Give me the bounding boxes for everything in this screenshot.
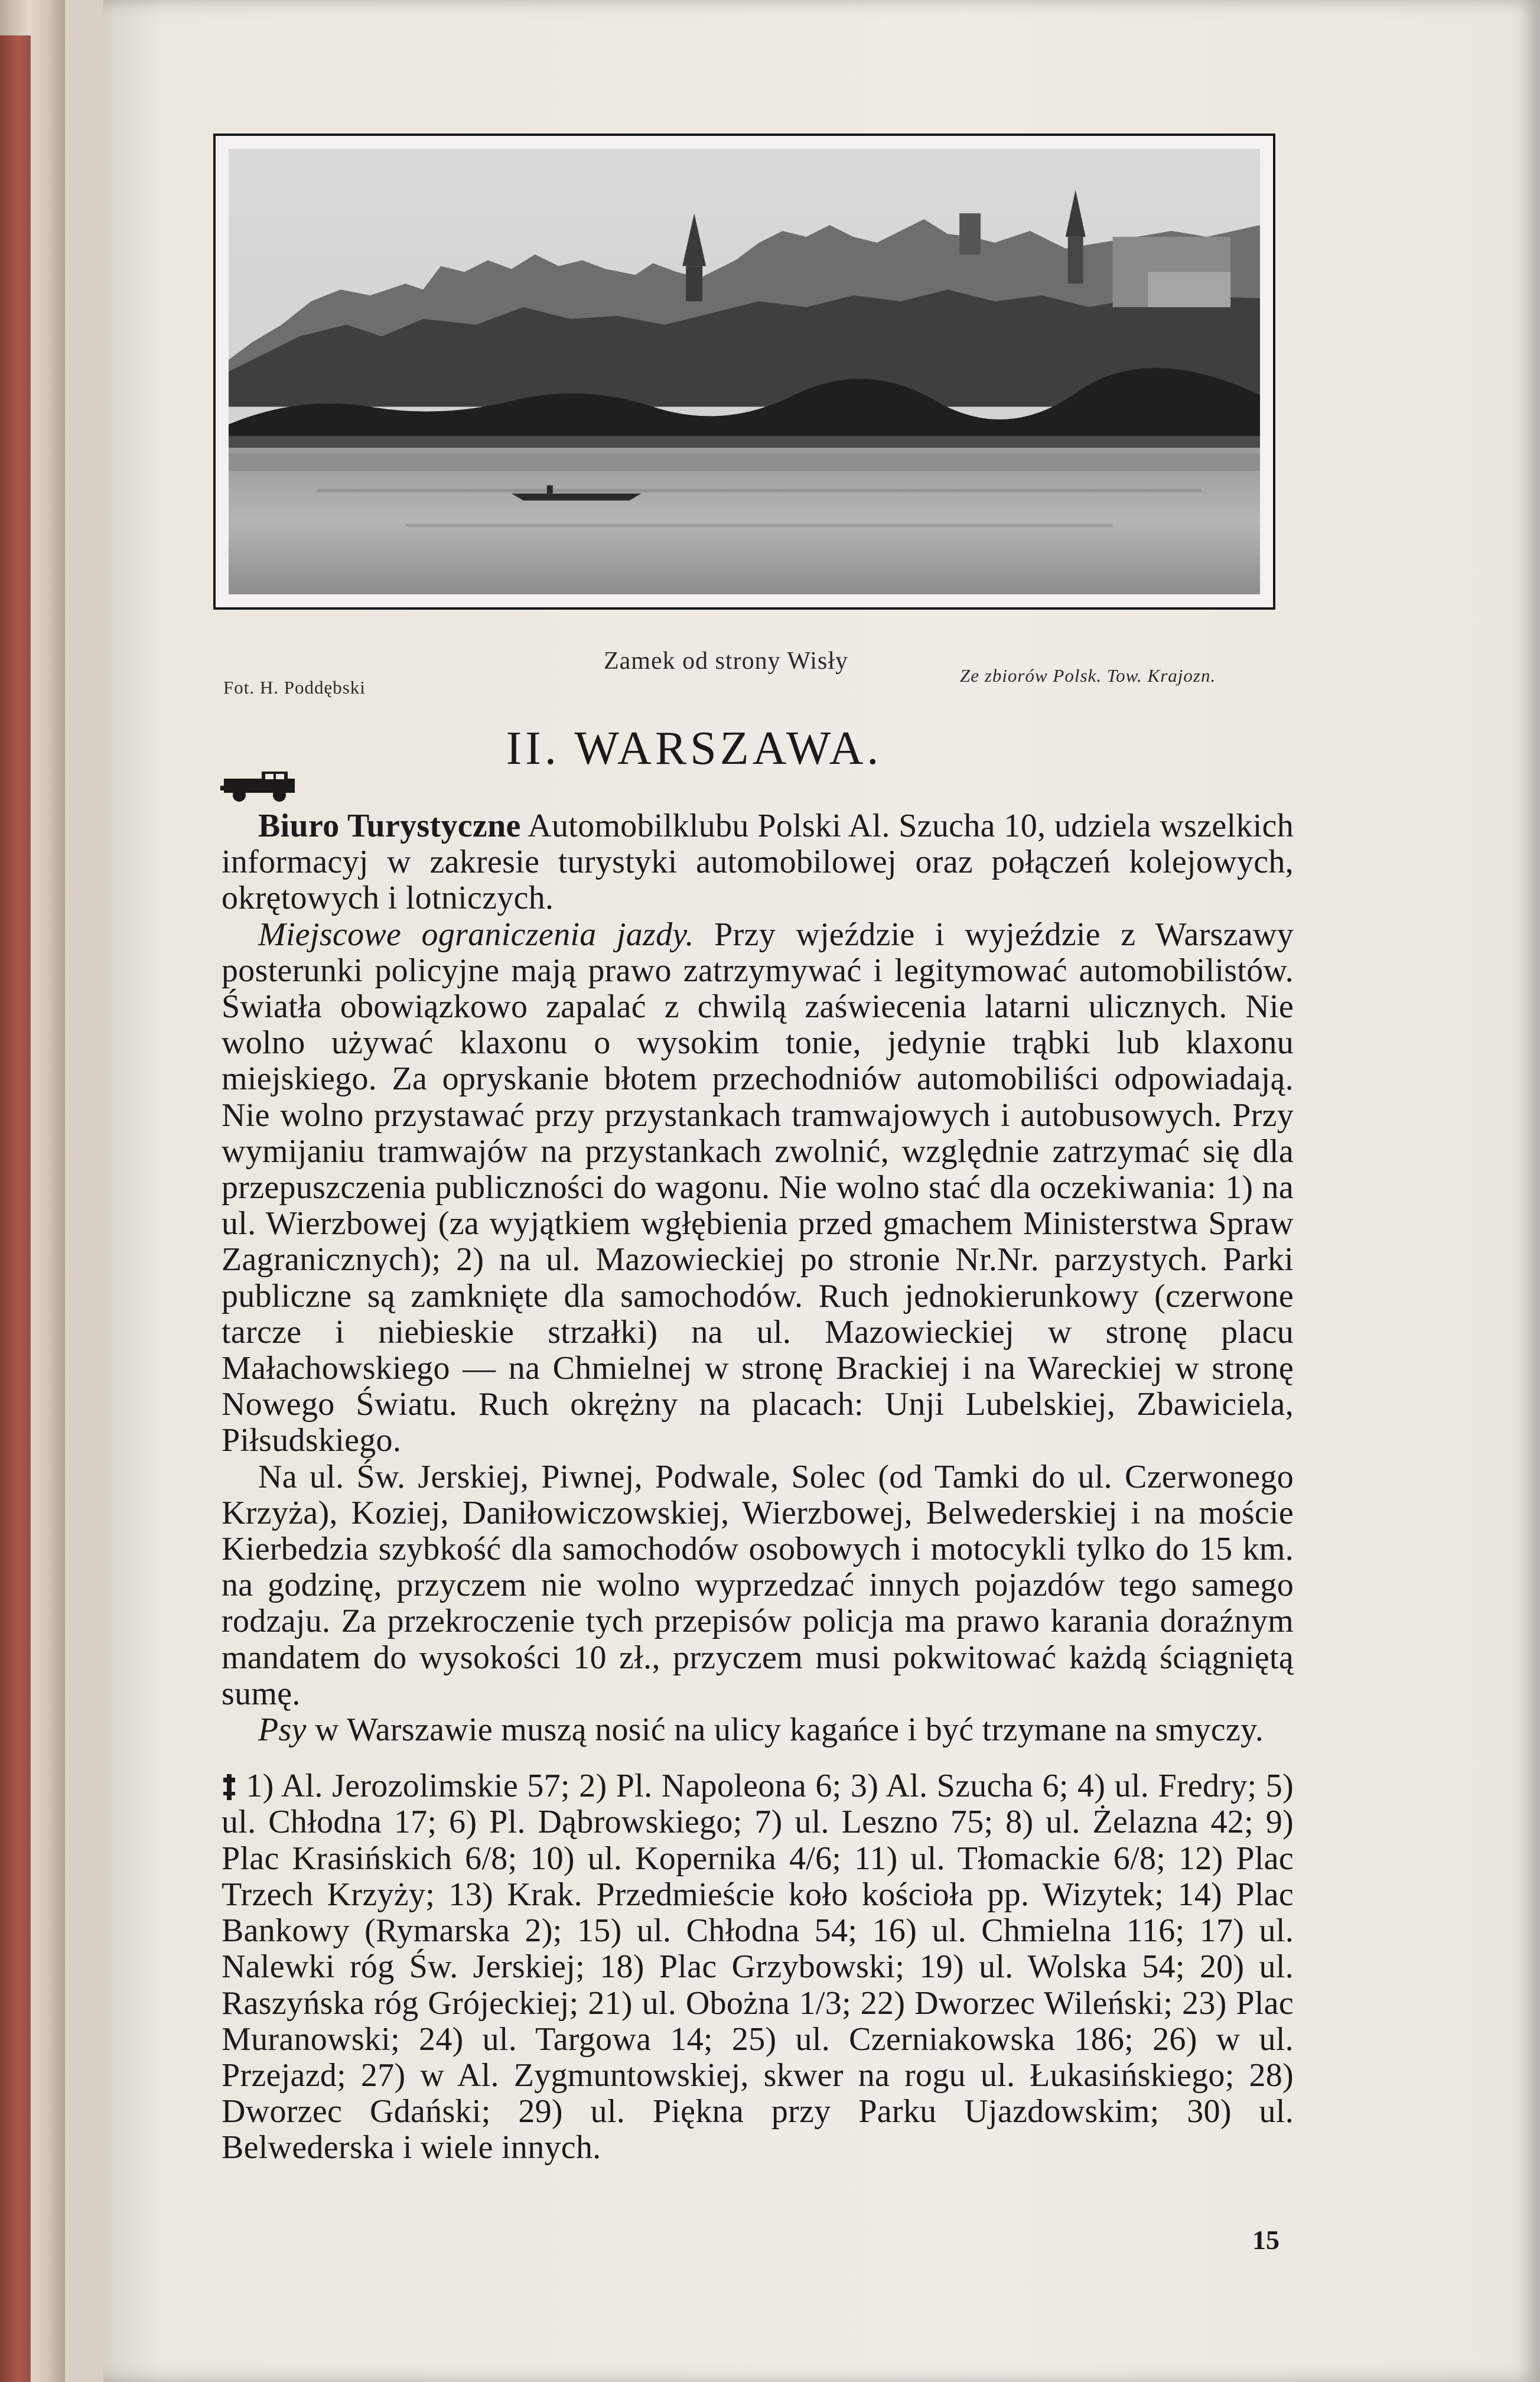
text-restrictions: Przy wjeździe i wyjeździe z Warszawy posterunki policyjne mają prawo zatrzymywać i legitymować automobilistów. Światła obowiązkowo zapalać z chwilą zaświecenia latarni ulicznych. Nie wolno używać klaxonu o wysokim tonie, jedynie trąbki lub klaxonu miejskiego. Za opryskanie błotem przechodniów automobiliści odpowiadają. Nie wolno przystawać przy przystankach tramwajowych i autobusowych. Przy wymijaniu tramwajów na przystankach zwolnić, względnie zatrzymać się dla przepuszczenia publiczności do wagonu. Nie wolno stać dla oczekiwania: 1) na ul. Wierzbowej (za wyjątkiem wgłębienia przed gmachem Ministerstwa Spraw Zagranicznych); 2) na ul. Mazowieckiej po stronie Nr.Nr. parzystych. Parki publiczne są zamknięte dla samochodów. Ruch jednokierunkowy (czerwone tarcze i niebieskie strzałki) na ul. Mazowieckiej w stronę placu Małachowskiego — na Chmielnej w stronę Brackiej i na Wareckiej w stronę Nowego Światu. Ruch okrężny na placach: Unji Lubelskiej, Zbawiciela, Piłsudskiego. [222, 916, 1294, 1459]
paragraph-speed-limits: Na ul. Św. Jerskiej, Piwnej, Podwale, Solec (od Tamki do ul. Czerwonego Krzyża), Koziej, Daniłowiczowskiej, Wierzbowej, Belwederskiej i na moście Kierbedzia szybkość dla samochodów osobowych i motocykli tylko do 15 km. na godzinę, przyczem nie wolno wyprzedzać innych pojazdów tego samego rodzaju. Za przekroczenie tych przepisów policja ma prawo karania doraźnym mandatem do wysokości 10 zł., przyczem musi pokwitować każdą ściągniętą sumę. [222, 1458, 1294, 1712]
photo-source: Ze zbiorów Polsk. Tow. Krajozn. [960, 665, 1216, 686]
term-bureau: Biuro Turystyczne [258, 808, 521, 844]
text-taxi-stands: 1) Al. Jerozolimskie 57; 2) Pl. Napoleona 6; 3) Al. Szucha 6; 4) ul. Fredry; 5) ul. Chłodna 17; 6) Pl. Dąbrowskiego; 7) ul. Leszno 75; 8) ul. Żelazna 42; 9) Plac Krasińskich 6/8; 10) ul. Kopernika 4/6; 11) ul. Tłomackie 6/8; 12) Plac Trzech Krzyży; 13) Krak. Przedmieście koło kościoła pp. Wizytek; 14) Plac Bankowy (Rymarska 2); 15) ul. Chłodna 54; 16) ul. Chmielna 116; 17) ul. Nalewki róg Św. Jerskiej; 18) Plac Grzybowski; 19) ul. Wolska 54; 20) ul. Raszyńska róg Grójeckiej; 21) ul. Obożna 1/3; 22) Dworzec Wileński; 23) Plac Muranowski; 24) ul. Targowa 14; 25) ul. Czerniakowska 186; 26) w ul. Przejazd; 27) w Al. Zygmuntowskiej, skwer na rogu ul. Łukasińskiego; 28) Dworzec Gdański; 29) ul. Piękna przy Parku Ujazdowskim; 30) ul. Belwederska i wiele innych. [222, 1768, 1294, 2166]
paragraph-taxi-stands [222, 1768, 1294, 2166]
term-dogs: Psy [258, 1711, 307, 1749]
term-restrictions: Miejscowe ograniczenia jazdy. [258, 916, 694, 953]
text-bureau: Automobilklubu Polski Al. Szucha 10, udziela wszelkich informacyj w zakresie turystyki automobilowej oraz połączeń kolejowych, okrętowych i lotniczych. [222, 808, 1294, 917]
page-number: 15 [1252, 2225, 1279, 2255]
paragraph-dogs [222, 1712, 1294, 1748]
taxi-stand-icon [222, 1774, 237, 1800]
photo-credit: Fot. H. Poddębski [223, 677, 366, 698]
photo-frame [213, 134, 1275, 610]
text-dogs: w Warszawie muszą nosić na ulicy kagańce i być trzymane na smyczy. [306, 1711, 1264, 1749]
chapter-title: II. WARSZAWA. [506, 723, 883, 775]
book-cover-edge [0, 35, 31, 2382]
article-body [222, 808, 1294, 2166]
car-icon [220, 768, 303, 803]
paragraph-restrictions [222, 917, 1294, 1459]
paragraph-bureau [222, 808, 1294, 917]
book-page [103, 0, 1540, 2382]
photo-caption: Zamek od strony Wisły [604, 647, 848, 675]
river-castle-photo [229, 149, 1260, 594]
